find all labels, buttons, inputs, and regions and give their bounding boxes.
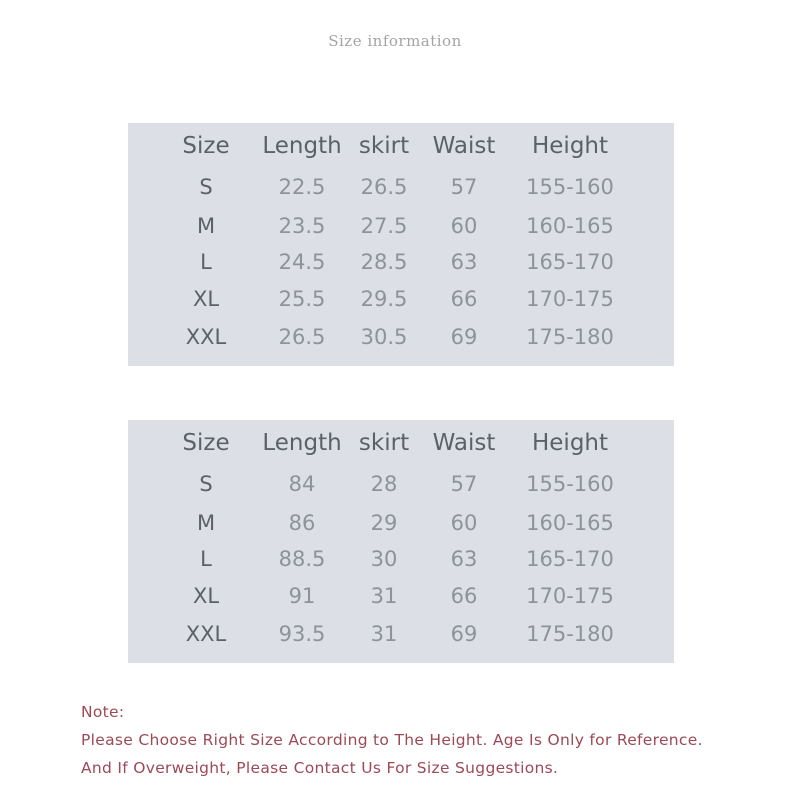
skirt-cell: 28.5 bbox=[360, 250, 408, 274]
size-label-cell: XXL bbox=[185, 622, 227, 646]
column-header-height: Height bbox=[531, 430, 609, 456]
size-label-cell: L bbox=[200, 547, 212, 571]
height-cell: 175-180 bbox=[526, 325, 614, 349]
size-table-top bbox=[128, 123, 674, 366]
length-cell: 91 bbox=[288, 584, 316, 608]
waist-cell: 60 bbox=[450, 511, 478, 535]
skirt-cell: 29.5 bbox=[360, 287, 408, 311]
size-table-bottom bbox=[128, 420, 674, 663]
length-cell: 84 bbox=[288, 472, 316, 496]
length-cell: 22.5 bbox=[278, 175, 326, 199]
note-line: And If Overweight, Please Contact Us For Size Suggestions. bbox=[81, 759, 559, 777]
height-cell: 160-165 bbox=[526, 511, 614, 535]
size-label-cell: S bbox=[199, 472, 213, 496]
skirt-cell: 27.5 bbox=[360, 214, 408, 238]
height-cell: 160-165 bbox=[526, 214, 614, 238]
note-line: Please Choose Right Size According to The Height. Age Is Only for Reference. bbox=[81, 731, 703, 749]
height-cell: 155-160 bbox=[526, 472, 614, 496]
skirt-cell: 30 bbox=[370, 547, 398, 571]
length-cell: 26.5 bbox=[278, 325, 326, 349]
note bbox=[81, 698, 703, 782]
skirt-cell: 30.5 bbox=[360, 325, 408, 349]
column-header-size: Size bbox=[182, 133, 230, 159]
height-cell: 175-180 bbox=[526, 622, 614, 646]
height-cell: 165-170 bbox=[526, 547, 614, 571]
length-cell: 24.5 bbox=[278, 250, 326, 274]
length-cell: 25.5 bbox=[278, 287, 326, 311]
column-header-size: Size bbox=[182, 430, 230, 456]
waist-cell: 57 bbox=[450, 175, 478, 199]
skirt-cell: 31 bbox=[370, 622, 398, 646]
page-title: Size information bbox=[328, 32, 462, 50]
length-cell: 88.5 bbox=[278, 547, 326, 571]
waist-cell: 63 bbox=[450, 250, 478, 274]
skirt-cell: 29 bbox=[370, 511, 398, 535]
length-cell: 23.5 bbox=[278, 214, 326, 238]
note-heading: Note: bbox=[81, 703, 125, 721]
skirt-cell: 28 bbox=[370, 472, 398, 496]
waist-cell: 69 bbox=[450, 325, 478, 349]
size-label-cell: S bbox=[199, 175, 213, 199]
height-cell: 165-170 bbox=[526, 250, 614, 274]
height-cell: 170-175 bbox=[526, 584, 614, 608]
waist-cell: 57 bbox=[450, 472, 478, 496]
size-label-cell: XXL bbox=[185, 325, 227, 349]
waist-cell: 66 bbox=[450, 287, 478, 311]
height-cell: 170-175 bbox=[526, 287, 614, 311]
size-label-cell: XL bbox=[192, 584, 220, 608]
column-header-height: Height bbox=[531, 133, 609, 159]
waist-cell: 63 bbox=[450, 547, 478, 571]
size-label-cell: XL bbox=[192, 287, 220, 311]
waist-cell: 69 bbox=[450, 622, 478, 646]
length-cell: 86 bbox=[288, 511, 316, 535]
size-label-cell: M bbox=[196, 214, 216, 238]
column-header-waist: Waist bbox=[432, 133, 496, 159]
waist-cell: 66 bbox=[450, 584, 478, 608]
size-label-cell: L bbox=[200, 250, 212, 274]
skirt-cell: 26.5 bbox=[360, 175, 408, 199]
column-header-waist: Waist bbox=[432, 430, 496, 456]
length-cell: 93.5 bbox=[278, 622, 326, 646]
column-header-length: Length bbox=[262, 133, 342, 159]
column-header-skirt: skirt bbox=[358, 133, 410, 159]
height-cell: 155-160 bbox=[526, 175, 614, 199]
skirt-cell: 31 bbox=[370, 584, 398, 608]
column-header-length: Length bbox=[262, 430, 342, 456]
size-label-cell: M bbox=[196, 511, 216, 535]
waist-cell: 60 bbox=[450, 214, 478, 238]
column-header-skirt: skirt bbox=[358, 430, 410, 456]
